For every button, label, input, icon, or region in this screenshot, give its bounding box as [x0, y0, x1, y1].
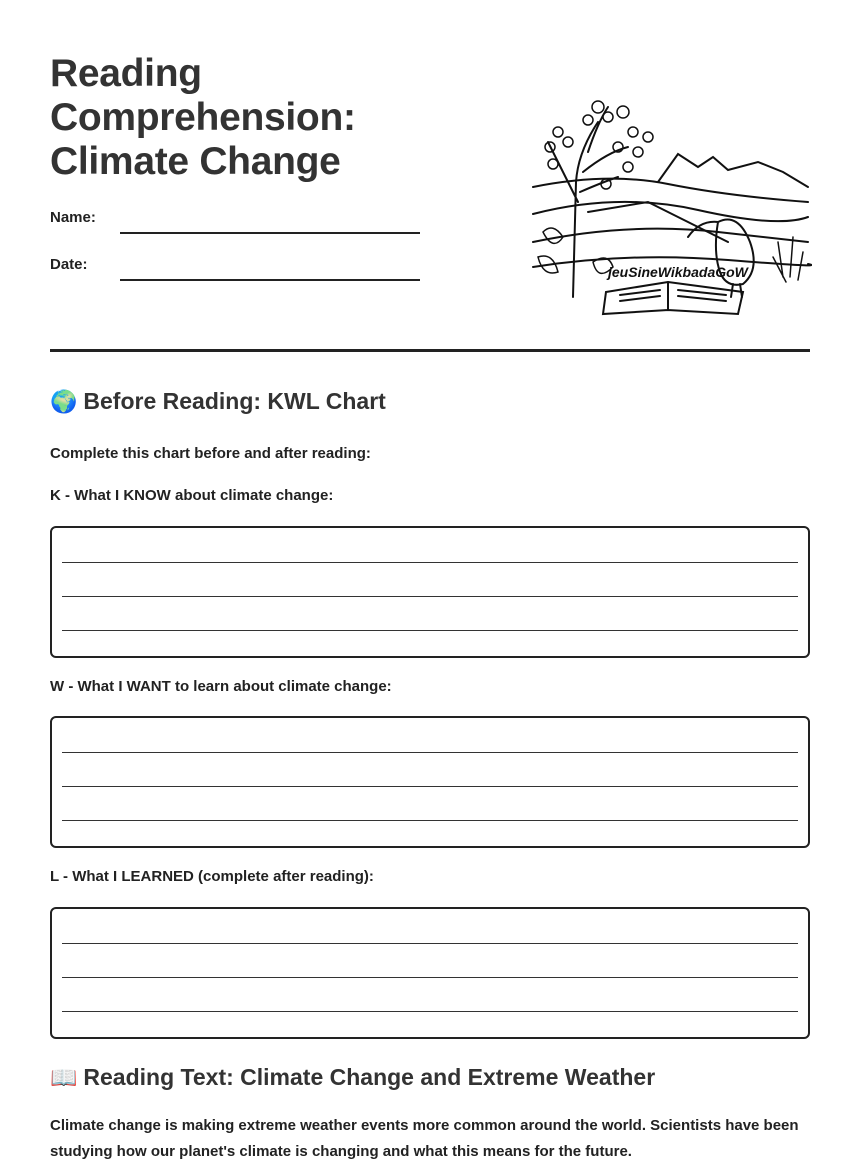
- kwl-instruction: Complete this chart before and after reading:: [50, 445, 371, 462]
- writing-line: [62, 752, 798, 753]
- want-label: W - What I WANT to learn about climate change:: [50, 678, 392, 695]
- writing-line: [62, 977, 798, 978]
- title-line: Reading: [50, 52, 202, 95]
- reading-heading: [50, 1064, 655, 1091]
- globe-icon: 🌍: [50, 390, 78, 415]
- want-answer-box[interactable]: [50, 716, 810, 848]
- kwl-heading: [50, 388, 386, 415]
- name-label: Name:: [50, 209, 96, 226]
- reading-heading-text: Reading Text: Climate Change and Extreme Weather: [83, 1064, 656, 1090]
- page-title: [50, 52, 470, 184]
- kwl-heading-text: Before Reading: KWL Chart: [83, 388, 386, 414]
- title-line: Climate Change: [50, 140, 341, 183]
- writing-line: [62, 630, 798, 631]
- learned-answer-box[interactable]: [50, 907, 810, 1039]
- learned-label: L - What I LEARNED (complete after reading):: [50, 868, 374, 885]
- writing-line: [62, 943, 798, 944]
- name-field[interactable]: [120, 220, 420, 234]
- reading-paragraph: Climate change is making extreme weather events more common around the world. Scientists have been studying how our planet's climate is changing and what this means for the future.: [50, 1117, 799, 1160]
- writing-line: [62, 820, 798, 821]
- header-divider: [50, 349, 810, 352]
- illustration-lettering: jeuSineWikbadaGoW: [608, 264, 748, 280]
- date-field[interactable]: [120, 267, 420, 281]
- writing-line: [62, 562, 798, 563]
- know-answer-box[interactable]: [50, 526, 810, 658]
- writing-line: [62, 786, 798, 787]
- know-label: K - What I KNOW about climate change:: [50, 487, 334, 504]
- writing-line: [62, 1011, 798, 1012]
- landscape-illustration-icon: [528, 92, 812, 322]
- writing-line: [62, 596, 798, 597]
- open-book-icon: 📖: [50, 1066, 78, 1091]
- title-line: Comprehension:: [50, 96, 356, 139]
- date-label: Date:: [50, 256, 88, 273]
